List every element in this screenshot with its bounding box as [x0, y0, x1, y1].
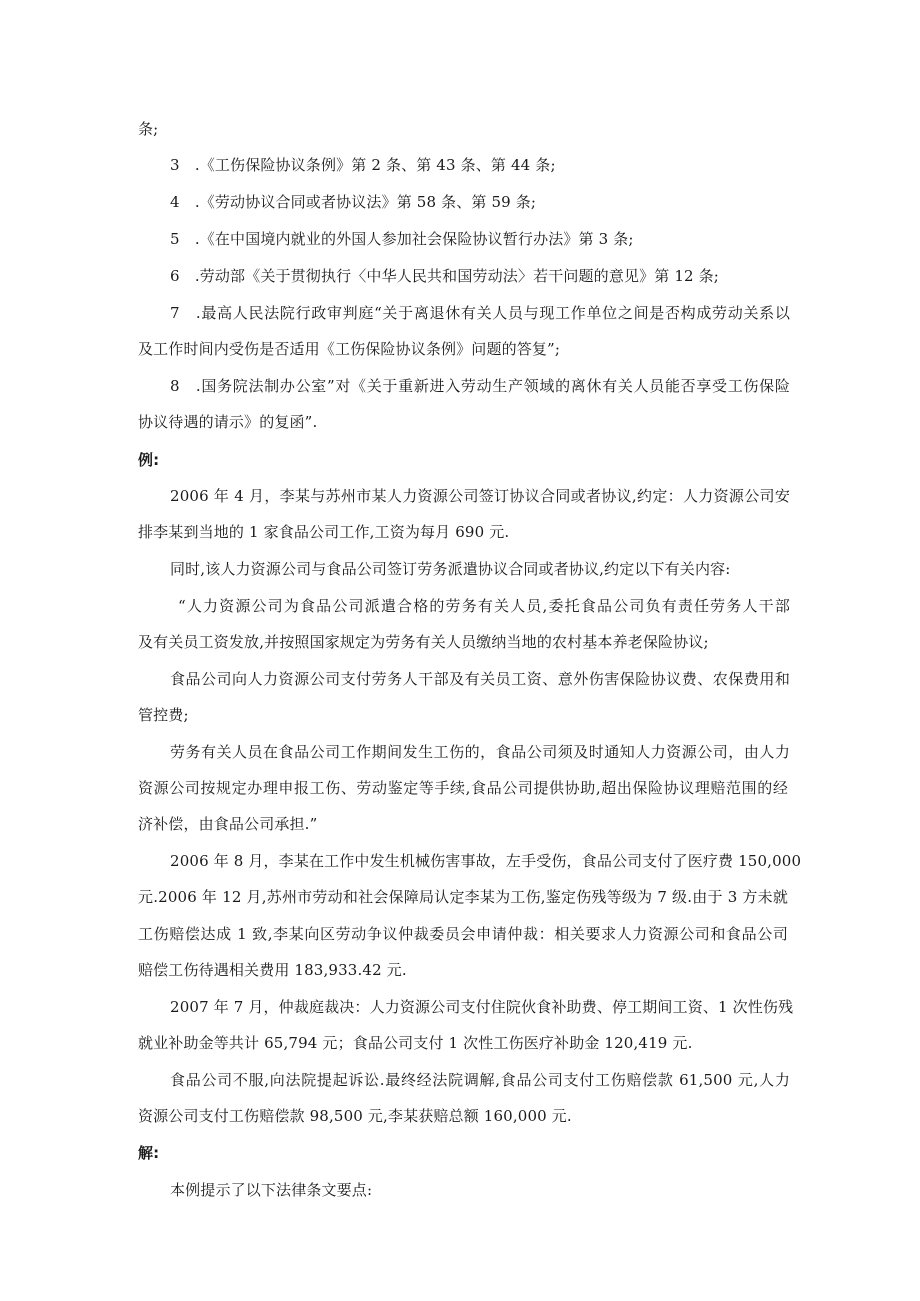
list-item-5: 5 .《在中国境内就业的外国人参加社会保险协议暂行办法》第 3 条;	[170, 230, 634, 248]
text-line: 资源公司支付工伤赔偿款 98,500 元,李某获赔总额 160,000 元.	[138, 1107, 572, 1125]
text-line: 济补偿，由食品公司承担.”	[138, 815, 318, 833]
paragraph-line: 本例提示了以下法律条文要点:	[170, 1181, 373, 1199]
text-line: 就业补助金等共计 65,794 元；食品公司支付 1 次性工伤医疗补助金 120,419 元.	[138, 1034, 693, 1052]
paragraph-line: 2006 年 8 月，李某在工作中发生机械伤害事故，左手受伤，食品公司支付了医疗费 150,000	[170, 852, 802, 870]
paragraph-line: 劳务有关人员在食品公司工作期间发生工伤的，食品公司须及时通知人力资源公司，由人力	[170, 743, 790, 761]
text-line: 工伤赔偿达成 1 致,李某向区劳动争议仲裁委员会申请仲裁：相关要求人力资源公司和食品公司	[138, 925, 788, 943]
section-heading-example: 例:	[138, 451, 160, 469]
text-line: 赔偿工伤待遇相关费用 183,933.42 元.	[138, 961, 407, 979]
text-line: 及有关员工资发放,并按照国家规定为劳务有关人员缴纳当地的农村基本养老保险协议;	[138, 633, 709, 651]
quote-line: “人力资源公司为食品公司派遣合格的劳务有关人员,委托食品公司负有责任劳务人干部	[178, 597, 790, 615]
paragraph-line: 食品公司向人力资源公司支付劳务人干部及有关员工资、意外伤害保险协议费、农保费用和	[170, 670, 790, 688]
list-item-6: 6 .劳动部《关于贯彻执行〈中华人民共和国劳动法〉若干问题的意见》第 12 条;	[170, 267, 719, 285]
text-line: 资源公司按规定办理申报工伤、劳动鉴定等手续,食品公司提供协助,超出保险协议理赔范围的经	[138, 779, 788, 797]
paragraph-line: 食品公司不服,向法院提起诉讼.最终经法院调解,食品公司支付工伤赔偿款 61,500 元,人力	[170, 1071, 790, 1089]
text-line: 及工作时间内受伤是否适用《工伤保险协议条例》问题的答复”;	[138, 340, 561, 358]
paragraph-line: 2006 年 4 月，李某与苏州市某人力资源公司签订协议合同或者协议,约定：人力资源公司安	[170, 487, 790, 505]
text-line: 管控费;	[138, 706, 189, 724]
list-item-7: 7 .最高人民法院行政审判庭“关于离退休有关人员与现工作单位之间是否构成劳动关系以	[170, 304, 790, 322]
text-line: 排李某到当地的 1 家食品公司工作,工资为每月 690 元.	[138, 523, 510, 541]
list-item-4: 4 .《劳动协议合同或者协议法》第 58 条、第 59 条;	[170, 193, 537, 211]
section-heading-answer: 解:	[138, 1144, 160, 1162]
text-line: 协议待遇的请示》的复函”.	[138, 413, 318, 431]
paragraph-line: 同时,该人力资源公司与食品公司签订劳务派遣协议合同或者协议,约定以下有关内容:	[170, 560, 731, 578]
paragraph-line: 2007 年 7 月，仲裁庭裁决：人力资源公司支付住院伙食补助费、停工期间工资、1 次性伤残	[170, 998, 794, 1016]
list-item-8: 8 .国务院法制办公室”对《关于重新进入劳动生产领域的离休有关人员能否享受工伤保险	[170, 377, 790, 395]
text-line: 条;	[138, 120, 159, 138]
text-line: 元.2006 年 12 月,苏州市劳动和社会保障局认定李某为工伤,鉴定伤残等级为 7 级.由于 3 方未就	[138, 888, 788, 906]
list-item-3: 3 .《工伤保险协议条例》第 2 条、第 43 条、第 44 条;	[170, 156, 556, 174]
